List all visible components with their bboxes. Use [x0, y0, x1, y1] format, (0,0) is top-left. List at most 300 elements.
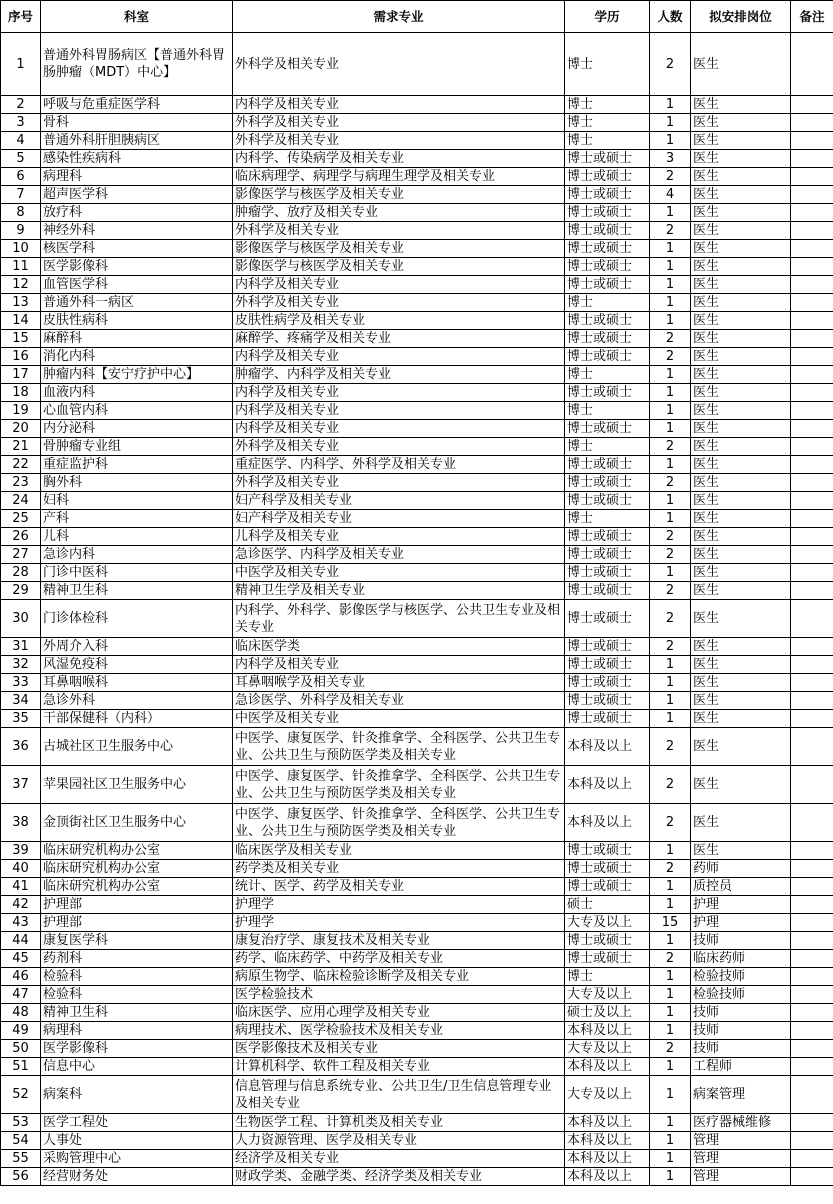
table-row [1, 692, 833, 710]
cell-note [791, 456, 833, 474]
cell-note [791, 564, 833, 582]
table-row [1, 330, 833, 348]
cell-count: 2 [650, 546, 691, 564]
cell-no: 43 [1, 914, 41, 932]
cell-post: 护理 [691, 914, 791, 932]
cell-post: 医生 [691, 492, 791, 510]
cell-count: 2 [650, 860, 691, 878]
table-row [1, 656, 833, 674]
cell-no: 54 [1, 1132, 41, 1150]
table-row [1, 474, 833, 492]
cell-count: 2 [650, 222, 691, 240]
cell-note [791, 674, 833, 692]
cell-no: 30 [1, 600, 41, 638]
cell-dept: 重症监护科 [41, 456, 233, 474]
cell-no: 29 [1, 582, 41, 600]
cell-post: 医生 [691, 330, 791, 348]
cell-edu: 本科及以上 [565, 766, 650, 804]
cell-no: 20 [1, 420, 41, 438]
cell-count: 1 [650, 312, 691, 330]
cell-no: 47 [1, 986, 41, 1004]
cell-dept: 肿瘤内科【安宁疗护中心】 [41, 366, 233, 384]
cell-count: 1 [650, 510, 691, 528]
cell-dept: 外周介入科 [41, 638, 233, 656]
cell-note [791, 222, 833, 240]
cell-dept: 血液内科 [41, 384, 233, 402]
cell-dept: 心血管内科 [41, 402, 233, 420]
cell-note [791, 1022, 833, 1040]
cell-dept: 病案科 [41, 1076, 233, 1114]
cell-post: 医生 [691, 728, 791, 766]
cell-post: 医生 [691, 766, 791, 804]
table-row [1, 348, 833, 366]
cell-dept: 金顶街社区卫生服务中心 [41, 804, 233, 842]
cell-edu: 本科及以上 [565, 1114, 650, 1132]
cell-note [791, 420, 833, 438]
cell-count: 2 [650, 582, 691, 600]
cell-note [791, 656, 833, 674]
cell-post: 医生 [691, 582, 791, 600]
cell-edu: 博士或硕士 [565, 384, 650, 402]
cell-count: 1 [650, 420, 691, 438]
cell-no: 21 [1, 438, 41, 456]
cell-post: 医生 [691, 638, 791, 656]
table-row [1, 1168, 833, 1186]
cell-count: 1 [650, 1022, 691, 1040]
cell-no: 2 [1, 96, 41, 114]
cell-note [791, 186, 833, 204]
cell-post: 医生 [691, 150, 791, 168]
cell-note [791, 258, 833, 276]
cell-major: 临床医学、应用心理学及相关专业 [233, 1004, 565, 1022]
cell-no: 9 [1, 222, 41, 240]
cell-no: 24 [1, 492, 41, 510]
header-note: 备注 [791, 1, 833, 33]
cell-count: 2 [650, 728, 691, 766]
cell-no: 5 [1, 150, 41, 168]
table-row [1, 294, 833, 312]
cell-no: 15 [1, 330, 41, 348]
cell-dept: 感染性疾病科 [41, 150, 233, 168]
cell-note [791, 692, 833, 710]
cell-major: 肿瘤学、放疗及相关专业 [233, 204, 565, 222]
cell-major: 内科学及相关专业 [233, 402, 565, 420]
cell-major: 外科学及相关专业 [233, 222, 565, 240]
cell-no: 11 [1, 258, 41, 276]
cell-count: 1 [650, 276, 691, 294]
cell-no: 22 [1, 456, 41, 474]
cell-no: 14 [1, 312, 41, 330]
cell-count: 1 [650, 1114, 691, 1132]
cell-dept: 护理部 [41, 914, 233, 932]
table-row [1, 710, 833, 728]
cell-post: 医生 [691, 510, 791, 528]
cell-no: 52 [1, 1076, 41, 1114]
cell-no: 45 [1, 950, 41, 968]
cell-no: 38 [1, 804, 41, 842]
cell-note [791, 766, 833, 804]
table-row [1, 186, 833, 204]
cell-count: 1 [650, 692, 691, 710]
table-row [1, 1150, 833, 1168]
cell-major: 财政学类、金融学类、经济学类及相关专业 [233, 1168, 565, 1186]
cell-major: 经济学及相关专业 [233, 1150, 565, 1168]
cell-count: 2 [650, 528, 691, 546]
cell-major: 儿科学及相关专业 [233, 528, 565, 546]
cell-dept: 皮肤性病科 [41, 312, 233, 330]
cell-major: 内科学及相关专业 [233, 420, 565, 438]
cell-note [791, 276, 833, 294]
cell-major: 临床医学类 [233, 638, 565, 656]
cell-dept: 普通外科胃肠病区【普通外科胃肠肿瘤（MDT）中心】 [41, 33, 233, 96]
cell-dept: 耳鼻咽喉科 [41, 674, 233, 692]
cell-post: 管理 [691, 1168, 791, 1186]
cell-major: 内科学及相关专业 [233, 348, 565, 366]
header-no: 序号 [1, 1, 41, 33]
cell-major: 计算机科学、软件工程及相关专业 [233, 1058, 565, 1076]
cell-dept: 信息中心 [41, 1058, 233, 1076]
cell-count: 2 [650, 474, 691, 492]
cell-edu: 博士或硕士 [565, 312, 650, 330]
table-row [1, 1058, 833, 1076]
cell-edu: 大专及以上 [565, 1076, 650, 1114]
table-row [1, 600, 833, 638]
cell-no: 7 [1, 186, 41, 204]
cell-note [791, 528, 833, 546]
cell-post: 技师 [691, 1040, 791, 1058]
cell-post: 医生 [691, 96, 791, 114]
cell-major: 外科学及相关专业 [233, 438, 565, 456]
cell-dept: 消化内科 [41, 348, 233, 366]
cell-count: 1 [650, 1076, 691, 1114]
cell-no: 39 [1, 842, 41, 860]
cell-dept: 普通外科肝胆胰病区 [41, 132, 233, 150]
cell-count: 2 [650, 33, 691, 96]
header-count: 人数 [650, 1, 691, 33]
table-row [1, 258, 833, 276]
cell-no: 19 [1, 402, 41, 420]
cell-dept: 临床研究机构办公室 [41, 860, 233, 878]
cell-note [791, 150, 833, 168]
cell-no: 49 [1, 1022, 41, 1040]
cell-edu: 本科及以上 [565, 804, 650, 842]
header-edu: 学历 [565, 1, 650, 33]
cell-no: 37 [1, 766, 41, 804]
cell-major: 内科学、传染病学及相关专业 [233, 150, 565, 168]
cell-post: 医生 [691, 710, 791, 728]
cell-note [791, 546, 833, 564]
table-row [1, 366, 833, 384]
cell-edu: 博士或硕士 [565, 546, 650, 564]
header-major: 需求专业 [233, 1, 565, 33]
cell-dept: 门诊中医科 [41, 564, 233, 582]
cell-dept: 神经外科 [41, 222, 233, 240]
cell-dept: 血管医学科 [41, 276, 233, 294]
cell-no: 44 [1, 932, 41, 950]
cell-note [791, 1150, 833, 1168]
cell-dept: 医学工程处 [41, 1114, 233, 1132]
cell-major: 影像医学与核医学及相关专业 [233, 186, 565, 204]
cell-major: 病原生物学、临床检验诊断学及相关专业 [233, 968, 565, 986]
cell-no: 12 [1, 276, 41, 294]
cell-edu: 博士或硕士 [565, 674, 650, 692]
table-row [1, 222, 833, 240]
cell-major: 药学类及相关专业 [233, 860, 565, 878]
cell-dept: 医学影像科 [41, 258, 233, 276]
cell-post: 医生 [691, 312, 791, 330]
cell-no: 35 [1, 710, 41, 728]
table-row [1, 1132, 833, 1150]
cell-dept: 康复医学科 [41, 932, 233, 950]
table-row [1, 132, 833, 150]
cell-post: 医生 [691, 258, 791, 276]
table-row [1, 420, 833, 438]
cell-no: 53 [1, 1114, 41, 1132]
cell-edu: 博士或硕士 [565, 222, 650, 240]
cell-dept: 骨肿瘤专业组 [41, 438, 233, 456]
table-body [1, 33, 833, 1186]
cell-note [791, 804, 833, 842]
cell-dept: 检验科 [41, 968, 233, 986]
cell-count: 1 [650, 456, 691, 474]
cell-note [791, 600, 833, 638]
cell-count: 1 [650, 1150, 691, 1168]
cell-post: 医生 [691, 600, 791, 638]
table-row [1, 1004, 833, 1022]
cell-post: 医生 [691, 222, 791, 240]
cell-dept: 临床研究机构办公室 [41, 842, 233, 860]
cell-count: 2 [650, 348, 691, 366]
header-row [1, 1, 833, 33]
cell-post: 技师 [691, 1004, 791, 1022]
cell-note [791, 240, 833, 258]
cell-dept: 超声医学科 [41, 186, 233, 204]
cell-edu: 博士或硕士 [565, 656, 650, 674]
cell-count: 1 [650, 986, 691, 1004]
cell-note [791, 492, 833, 510]
cell-note [791, 1058, 833, 1076]
cell-note [791, 1040, 833, 1058]
cell-major: 内科学及相关专业 [233, 276, 565, 294]
cell-major: 护理学 [233, 914, 565, 932]
cell-edu: 博士 [565, 366, 650, 384]
cell-major: 皮肤性病学及相关专业 [233, 312, 565, 330]
cell-edu: 本科及以上 [565, 1058, 650, 1076]
cell-dept: 产科 [41, 510, 233, 528]
cell-dept: 护理部 [41, 896, 233, 914]
cell-major: 医学检验技术 [233, 986, 565, 1004]
cell-edu: 博士或硕士 [565, 474, 650, 492]
cell-dept: 药剂科 [41, 950, 233, 968]
table-row [1, 564, 833, 582]
cell-post: 医生 [691, 294, 791, 312]
table-row [1, 842, 833, 860]
cell-count: 1 [650, 492, 691, 510]
table-row [1, 804, 833, 842]
table-row [1, 674, 833, 692]
cell-count: 2 [650, 804, 691, 842]
cell-edu: 本科及以上 [565, 1132, 650, 1150]
cell-dept: 妇科 [41, 492, 233, 510]
cell-no: 13 [1, 294, 41, 312]
cell-major: 急诊医学、外科学及相关专业 [233, 692, 565, 710]
cell-no: 10 [1, 240, 41, 258]
cell-edu: 博士或硕士 [565, 150, 650, 168]
cell-edu: 博士或硕士 [565, 276, 650, 294]
cell-no: 51 [1, 1058, 41, 1076]
cell-dept: 呼吸与危重症医学科 [41, 96, 233, 114]
cell-note [791, 638, 833, 656]
cell-no: 28 [1, 564, 41, 582]
cell-no: 32 [1, 656, 41, 674]
cell-post: 检验技师 [691, 968, 791, 986]
cell-major: 外科学及相关专业 [233, 132, 565, 150]
cell-dept: 胸外科 [41, 474, 233, 492]
cell-count: 1 [650, 294, 691, 312]
table-row [1, 932, 833, 950]
cell-count: 1 [650, 132, 691, 150]
cell-no: 56 [1, 1168, 41, 1186]
cell-major: 影像医学与核医学及相关专业 [233, 258, 565, 276]
cell-post: 医生 [691, 276, 791, 294]
cell-post: 医生 [691, 438, 791, 456]
cell-dept: 病理科 [41, 1022, 233, 1040]
table-row [1, 638, 833, 656]
cell-post: 医生 [691, 456, 791, 474]
cell-edu: 博士或硕士 [565, 492, 650, 510]
cell-note [791, 1168, 833, 1186]
cell-edu: 博士或硕士 [565, 240, 650, 258]
cell-post: 技师 [691, 1022, 791, 1040]
cell-no: 55 [1, 1150, 41, 1168]
cell-count: 1 [650, 240, 691, 258]
cell-major: 内科学及相关专业 [233, 96, 565, 114]
cell-count: 1 [650, 1058, 691, 1076]
cell-major: 临床医学及相关专业 [233, 842, 565, 860]
cell-major: 人力资源管理、医学及相关专业 [233, 1132, 565, 1150]
cell-dept: 麻醉科 [41, 330, 233, 348]
cell-count: 2 [650, 330, 691, 348]
cell-note [791, 474, 833, 492]
cell-note [791, 986, 833, 1004]
cell-post: 医生 [691, 168, 791, 186]
cell-edu: 博士 [565, 968, 650, 986]
table-row [1, 33, 833, 96]
cell-major: 内科学、外科学、影像医学与核医学、公共卫生专业及相关专业 [233, 600, 565, 638]
cell-note [791, 294, 833, 312]
cell-note [791, 438, 833, 456]
cell-no: 48 [1, 1004, 41, 1022]
cell-edu: 大专及以上 [565, 986, 650, 1004]
cell-count: 1 [650, 842, 691, 860]
cell-no: 17 [1, 366, 41, 384]
table-row [1, 510, 833, 528]
cell-dept: 干部保健科（内科） [41, 710, 233, 728]
cell-count: 2 [650, 638, 691, 656]
cell-post: 医生 [691, 564, 791, 582]
cell-no: 33 [1, 674, 41, 692]
cell-edu: 博士 [565, 438, 650, 456]
cell-edu: 大专及以上 [565, 1040, 650, 1058]
cell-edu: 博士或硕士 [565, 600, 650, 638]
cell-edu: 博士 [565, 33, 650, 96]
cell-count: 15 [650, 914, 691, 932]
cell-dept: 古城社区卫生服务中心 [41, 728, 233, 766]
cell-edu: 博士或硕士 [565, 456, 650, 474]
cell-dept: 儿科 [41, 528, 233, 546]
cell-post: 医生 [691, 186, 791, 204]
cell-note [791, 1076, 833, 1114]
table-row [1, 204, 833, 222]
cell-post: 医生 [691, 674, 791, 692]
cell-major: 妇产科学及相关专业 [233, 510, 565, 528]
cell-edu: 博士或硕士 [565, 168, 650, 186]
cell-major: 外科学及相关专业 [233, 294, 565, 312]
cell-post: 质控员 [691, 878, 791, 896]
cell-note [791, 860, 833, 878]
cell-major: 影像医学与核医学及相关专业 [233, 240, 565, 258]
cell-dept: 普通外科一病区 [41, 294, 233, 312]
cell-major: 中医学及相关专业 [233, 710, 565, 728]
cell-count: 1 [650, 114, 691, 132]
cell-count: 2 [650, 600, 691, 638]
cell-post: 医生 [691, 692, 791, 710]
cell-edu: 博士或硕士 [565, 204, 650, 222]
cell-no: 41 [1, 878, 41, 896]
cell-count: 1 [650, 258, 691, 276]
cell-count: 2 [650, 766, 691, 804]
cell-count: 2 [650, 1040, 691, 1058]
cell-post: 医生 [691, 656, 791, 674]
cell-dept: 内分泌科 [41, 420, 233, 438]
table-row [1, 860, 833, 878]
table-row [1, 582, 833, 600]
cell-edu: 博士或硕士 [565, 564, 650, 582]
cell-count: 1 [650, 932, 691, 950]
cell-edu: 博士或硕士 [565, 420, 650, 438]
cell-edu: 博士或硕士 [565, 950, 650, 968]
cell-dept: 风湿免疫科 [41, 656, 233, 674]
cell-post: 工程师 [691, 1058, 791, 1076]
cell-post: 医生 [691, 240, 791, 258]
cell-note [791, 114, 833, 132]
cell-major: 康复治疗学、康复技术及相关专业 [233, 932, 565, 950]
cell-note [791, 896, 833, 914]
table-row [1, 1076, 833, 1114]
cell-dept: 急诊外科 [41, 692, 233, 710]
cell-post: 医生 [691, 366, 791, 384]
table-row [1, 438, 833, 456]
cell-dept: 医学影像科 [41, 1040, 233, 1058]
cell-no: 23 [1, 474, 41, 492]
cell-note [791, 348, 833, 366]
cell-edu: 博士 [565, 510, 650, 528]
cell-count: 1 [650, 656, 691, 674]
table-row [1, 1114, 833, 1132]
cell-major: 中医学、康复医学、针灸推拿学、全科医学、公共卫生专业、公共卫生与预防医学类及相关专业 [233, 766, 565, 804]
cell-no: 1 [1, 33, 41, 96]
cell-count: 1 [650, 366, 691, 384]
table-row [1, 896, 833, 914]
cell-dept: 精神卫生科 [41, 1004, 233, 1022]
cell-note [791, 96, 833, 114]
cell-note [791, 132, 833, 150]
header-post: 拟安排岗位 [691, 1, 791, 33]
cell-edu: 博士 [565, 96, 650, 114]
cell-edu: 博士或硕士 [565, 638, 650, 656]
cell-edu: 博士或硕士 [565, 330, 650, 348]
cell-note [791, 384, 833, 402]
